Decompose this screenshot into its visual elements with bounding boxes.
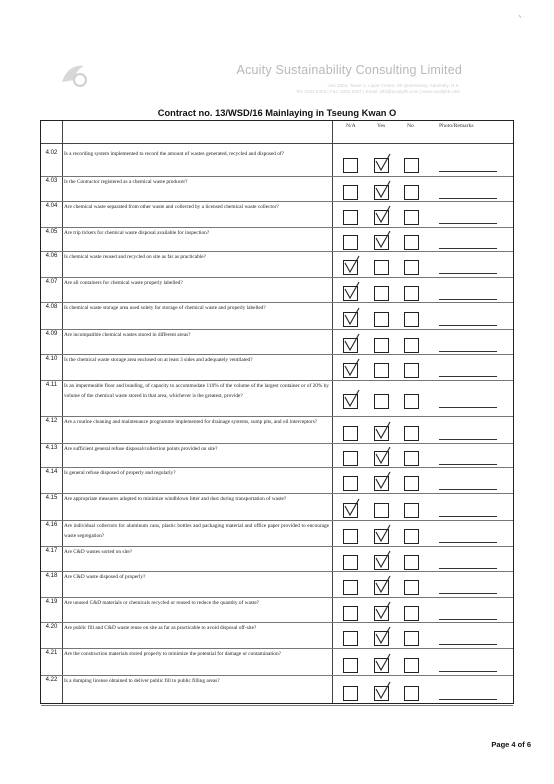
checklist-row [41,201,513,228]
checkbox-na[interactable] [343,451,358,466]
question-text: Is a dumping license obtained to deliver public fill to public filling areas? [64,678,220,684]
check-mark-icon [374,626,392,646]
check-mark-icon [374,524,392,544]
checkbox-na[interactable] [343,394,358,409]
checkbox-yes[interactable] [374,658,389,673]
question-text: Are the construction materials stored properly to minimize the potential for damage or contamination? [64,651,281,657]
check-mark-icon [374,446,392,466]
header-remarks: Photo/Remarks [439,123,474,129]
checkbox-no[interactable] [404,286,419,301]
check-mark-icon [343,281,361,301]
checkbox-no[interactable] [404,210,419,225]
item-number: 4.07 [45,279,58,285]
item-number: 4.21 [45,650,58,656]
checkbox-yes[interactable] [374,394,389,409]
checkbox-no[interactable] [404,451,419,466]
checkbox-na[interactable] [343,555,358,570]
check-mark-icon [374,471,392,491]
remarks-line[interactable] [439,171,497,172]
item-number: 4.15 [45,495,58,501]
check-mark-icon [343,333,361,353]
checkbox-na[interactable] [343,503,358,518]
remarks-line[interactable] [439,464,497,465]
checkbox-yes[interactable] [374,580,389,595]
question-text: Are trip tickets for chemical waste disposal available for inspection? [64,230,210,236]
remarks-line[interactable] [439,198,497,199]
company-address: Unit 1004, Tower 1, Lippo Centre, 89 Queensway, Admiralty, H.K. Tel: 2332 5325 | Fax: 2332 5327 | Email: info@acuityhk.com | www.acuityhk.com [296,83,460,94]
question-text: Is an impermeable floor and bunding, of capacity to accommodate 110% of the volume of the largest container or of 20% by volume of the chemical waste stored in that area, whichever is the greatest, provide? [64,383,329,399]
remarks-line[interactable] [439,593,497,594]
checklist-row [41,416,513,444]
question-text: Are C&D waste disposed of properly? [64,574,146,580]
remarks-line[interactable] [439,516,497,517]
checkbox-na[interactable] [343,363,358,378]
check-mark-icon [374,575,392,595]
checkbox-yes[interactable] [374,338,389,353]
check-mark-icon [374,153,392,173]
question-text: Are appropriate measures adopted to minimize windblown litter and dust during transportation of waste? [64,496,287,502]
question-text: Are individual collectors for aluminum cans, plastic bottles and packaging material and office paper provided to encourage waste segregation? [64,523,329,539]
checkbox-na[interactable] [343,312,358,327]
checklist-row [41,148,513,177]
header-yes: Yes [377,123,386,129]
checklist-row [41,227,513,252]
remarks-line[interactable] [439,439,497,440]
checklist-row [41,302,513,330]
check-mark-icon [374,681,392,701]
checkbox-no[interactable] [404,580,419,595]
question-text: Are public fill and C&D waste reuse on site as far as practicable to avoid disposal off-site? [64,625,257,631]
remarks-line[interactable] [439,273,497,274]
company-name: Acuity Sustainability Consulting Limited [236,63,462,77]
checkbox-no[interactable] [404,185,419,200]
checklist-row [41,176,513,202]
checkbox-na[interactable] [343,260,358,275]
checkbox-na[interactable] [343,158,358,173]
question-text: Are a routine cleaning and maintenance programme implemented for drainage systems, sump pits, and oil interceptors? [64,419,318,425]
question-text: Is a recording system implemented to record the amount of wastes generated, recycled and disposed of? [64,151,285,157]
checkbox-no[interactable] [404,363,419,378]
item-number: 4.09 [45,331,58,337]
checkbox-na[interactable] [343,235,358,250]
checkbox-no[interactable] [404,158,419,173]
checkbox-no[interactable] [404,476,419,491]
item-number: 4.10 [45,356,58,362]
remarks-line[interactable] [439,489,497,490]
checklist-row [41,493,513,521]
checkbox-no[interactable] [404,503,419,518]
checkbox-yes[interactable] [374,529,389,544]
item-number: 4.16 [45,522,58,528]
item-number: 4.17 [45,548,58,554]
checkbox-no[interactable] [404,426,419,441]
check-mark-icon [374,550,392,570]
item-number: 4.18 [45,573,58,579]
checklist-row [41,571,513,598]
checkbox-yes[interactable] [374,686,389,701]
header-no: No [407,123,414,129]
checkbox-yes[interactable] [374,606,389,621]
remarks-line[interactable] [439,376,497,377]
checkbox-no[interactable] [404,312,419,327]
item-number: 4.08 [45,304,58,310]
question-text: Is chemical waste reused and recycled on site as far as practicable? [64,254,206,260]
checkbox-no[interactable] [404,606,419,621]
remarks-line[interactable] [439,351,497,352]
check-mark-icon [343,389,361,409]
checkbox-yes[interactable] [374,260,389,275]
remarks-line[interactable] [439,248,497,249]
header-na: N/A [346,123,356,129]
checkbox-yes[interactable] [374,210,389,225]
check-mark-icon [374,421,392,441]
check-mark-icon [343,307,361,327]
checkbox-na[interactable] [343,529,358,544]
question-text: Is the Contractor registered as a chemical waste producer? [64,179,188,185]
checkbox-no[interactable] [404,658,419,673]
scan-mark: ✎ · [518,14,524,19]
checkbox-yes[interactable] [374,426,389,441]
checkbox-no[interactable] [404,686,419,701]
check-mark-icon [374,180,392,200]
checkbox-na[interactable] [343,686,358,701]
checklist-row [41,622,513,649]
checkbox-yes[interactable] [374,235,389,250]
checkbox-no[interactable] [404,529,419,544]
checkbox-na[interactable] [343,631,358,646]
item-number: 4.20 [45,624,58,630]
checkbox-na[interactable] [343,338,358,353]
checklist-row [41,354,513,381]
checkbox-yes[interactable] [374,185,389,200]
checkbox-na[interactable] [343,476,358,491]
remarks-line[interactable] [439,568,497,569]
question-text: Are chemical waste separated from other waste and collected by a licensed chemical waste collector? [64,204,279,210]
checklist-row [41,648,513,676]
checkbox-yes[interactable] [374,158,389,173]
checkbox-yes[interactable] [374,555,389,570]
checkbox-na[interactable] [343,286,358,301]
remarks-line[interactable] [439,325,497,326]
question-text: Are incompatible chemical wastes stored in different areas? [64,332,191,338]
checkbox-na[interactable] [343,580,358,595]
checkbox-na[interactable] [343,210,358,225]
checkbox-yes[interactable] [374,631,389,646]
checkbox-no[interactable] [404,235,419,250]
item-number: 4.12 [45,418,58,424]
checkbox-yes[interactable] [374,503,389,518]
item-number: 4.06 [45,253,58,259]
question-text: Are unused C&D materials or chemicals recycled or reused to reduce the quantity of waste? [64,600,260,606]
check-mark-icon [343,498,361,518]
checkbox-no[interactable] [404,631,419,646]
check-mark-icon [343,358,361,378]
checklist-row [41,443,513,468]
checkbox-yes[interactable] [374,363,389,378]
page-number: Page 4 of 6 [491,740,531,749]
checkbox-na[interactable] [343,658,358,673]
checklist-row [41,597,513,623]
item-number: 4.19 [45,599,58,605]
checkbox-no[interactable] [404,555,419,570]
remarks-line[interactable] [439,619,497,620]
checklist-row [41,380,513,417]
checklist-row [41,467,513,494]
question-text: Are sufficient general refuse disposal/collection points provided on site? [64,446,218,452]
company-logo-icon [58,60,92,90]
question-text: Are all containers for chemical waste properly labelled? [64,280,183,286]
checkbox-na[interactable] [343,426,358,441]
check-mark-icon [374,205,392,225]
checklist-table [40,120,514,704]
item-number: 4.04 [45,203,58,209]
checkbox-yes[interactable] [374,451,389,466]
item-number: 4.05 [45,229,58,235]
item-number: 4.03 [45,178,58,184]
question-text: Is general refuse disposed of properly and regularly? [64,470,176,476]
checkbox-no[interactable] [404,394,419,409]
header-separator [41,143,513,144]
checklist-row [41,329,513,355]
question-text: Is the chemical waste storage area enclosed on at least 3 sides and adequately ventilated? [64,357,253,363]
checklist-row [41,520,513,547]
remarks-line[interactable] [439,699,497,700]
item-number: 4.02 [45,150,58,156]
question-text: Is chemical waste storage area used solely for storage of chemical waste and properly labelled? [64,305,266,311]
checkbox-no[interactable] [404,260,419,275]
item-number: 4.13 [45,445,58,451]
checkbox-no[interactable] [404,338,419,353]
checklist-row [41,675,513,706]
item-number: 4.22 [45,677,58,683]
check-mark-icon [374,230,392,250]
page-title: Contract no. 13/WSD/16 Mainlaying in Tseung Kwan O [157,108,397,118]
remarks-line[interactable] [439,542,497,543]
checkbox-yes[interactable] [374,476,389,491]
item-number: 4.11 [45,382,58,388]
checklist-row [41,277,513,303]
remarks-line[interactable] [439,407,497,408]
remarks-line[interactable] [439,223,497,224]
checkbox-na[interactable] [343,185,358,200]
remarks-line[interactable] [439,299,497,300]
check-mark-icon [374,601,392,621]
check-mark-icon [374,653,392,673]
checkbox-yes[interactable] [374,312,389,327]
checkbox-na[interactable] [343,606,358,621]
remarks-line[interactable] [439,644,497,645]
checkbox-yes[interactable] [374,286,389,301]
check-mark-icon [343,255,361,275]
checklist-row [41,251,513,278]
question-text: Are C&D wastes sorted on site? [64,549,133,555]
item-number: 4.14 [45,469,58,475]
remarks-line[interactable] [439,671,497,672]
checklist-row [41,546,513,572]
